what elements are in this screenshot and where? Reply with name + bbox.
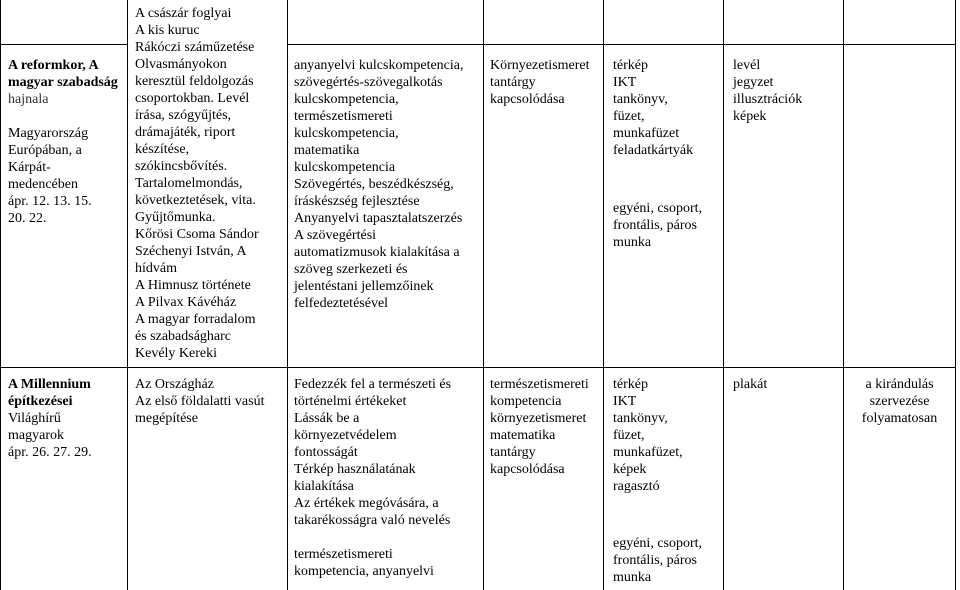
content-line: Kevély Kereki (135, 346, 218, 361)
topic-text: Kárpát- (8, 160, 51, 175)
topic-title: építkezései (8, 394, 73, 409)
content-line: keresztül feldolgozás (135, 74, 254, 89)
table-border-left (0, 0, 1, 590)
tool-line: IKT (613, 394, 637, 409)
competency-line: kialakítása (294, 479, 354, 494)
column-divider (127, 0, 128, 590)
content-line: következtetések, vita. (135, 193, 256, 208)
tool-line: füzet, (613, 109, 645, 124)
competency-line (294, 529, 482, 546)
topic-text (8, 108, 124, 125)
content-line: A Himnusz története (135, 278, 251, 293)
topic-text: Világhírű (8, 411, 61, 426)
work-form-line: frontális, páros (613, 218, 697, 233)
tool-line: képek (613, 462, 647, 477)
connection-line: Környezetismeret (490, 58, 590, 73)
tool-line: IKT (613, 75, 637, 90)
table-row-1-connections (490, 57, 602, 108)
table-row-2-products (733, 376, 841, 393)
topic-title: A Millennium (8, 377, 91, 392)
connection-line: tantárgy (490, 75, 536, 90)
topic-date: ápr. 12. 13. 15. (8, 194, 92, 209)
topic-date: ápr. 26. 27. 29. (8, 445, 92, 460)
content-line: Olvasmányokon (135, 57, 227, 72)
table-row-1-products (733, 57, 841, 125)
content-line: Az Országház (135, 377, 214, 392)
competency-line: anyanyelvi kulcskompetencia, (294, 58, 464, 73)
tool-line: tankönyv, (613, 92, 668, 107)
content-line: szókincsbővítés. (135, 159, 228, 174)
content-line: Széchenyi István, A (135, 244, 247, 259)
content-line: A császár foglyai (135, 6, 232, 21)
competency-line: kulcskompetencia, (294, 92, 399, 107)
tool-line: feladatkártyák (613, 143, 694, 158)
competency-line: Anyanyelvi tapasztalatszerzés (294, 211, 463, 226)
competency-line: kompetencia, anyanyelvi (294, 564, 434, 579)
content-line: Rákóczi száműzetése (135, 40, 255, 55)
topic-title: A reformkor, A (8, 58, 99, 73)
competency-line: takarékosságra való nevelés (294, 513, 451, 528)
topic-title: hajnala (8, 92, 49, 107)
content-line: Gyűjtőmunka. (135, 210, 216, 225)
competency-line: íráskészség fejlesztése (294, 194, 420, 209)
connection-line: kapcsolódása (490, 462, 565, 477)
column-divider (483, 0, 484, 590)
tool-line: ragasztó (613, 479, 660, 494)
content-line: és szabadságharc (135, 329, 232, 344)
content-line: drámajáték, riport (135, 125, 236, 140)
competency-line: természetismereti (294, 109, 393, 124)
connection-line: természetismereti (490, 377, 589, 392)
tool-line: munkafüzet, (613, 445, 683, 460)
content-line: Kőrösi Csoma Sándor (135, 227, 259, 242)
content-line: A kis kuruc (135, 23, 200, 38)
competency-line: A szövegértési (294, 228, 377, 243)
tool-line: tankönyv, (613, 411, 668, 426)
work-form-line: frontális, páros (613, 553, 697, 568)
topic-text: medencében (8, 177, 78, 192)
content-line: A magyar forradalom (135, 312, 256, 327)
product-line: levél (733, 58, 761, 73)
work-form-line: munka (613, 570, 652, 585)
competency-line: Szövegértés, beszédkészség, (294, 177, 454, 192)
work-form-line: egyéni, csoport, (613, 201, 703, 216)
column-divider (723, 0, 724, 590)
competency-line: felfedeztetésével (294, 296, 389, 311)
topic-title: magyar szabadság (8, 75, 118, 90)
table-row-1-work-forms (613, 200, 721, 251)
topic-text: magyarok (8, 428, 64, 443)
table-row-2-notes (844, 376, 955, 427)
table-row-2-topic (8, 376, 124, 461)
competency-line: Lássák be a (294, 411, 360, 426)
connection-line: tantárgy (490, 445, 536, 460)
column-divider (843, 0, 844, 590)
column-divider (603, 0, 604, 590)
work-form-line: munka (613, 235, 652, 250)
content-line: Az első földalatti vasút (135, 394, 265, 409)
competency-line: fontosságát (294, 445, 358, 460)
table-row-2-tools (613, 376, 717, 495)
competency-line: matematika (294, 143, 360, 158)
topic-text: Magyarország (8, 126, 89, 141)
competency-line: szöveg szerkezeti és (294, 262, 408, 277)
connection-line: kompetencia (490, 394, 562, 409)
competency-line: történelmi értékeket (294, 394, 407, 409)
table-row-1-competencies (294, 57, 482, 312)
competency-line: Fedezzék fel a természeti és (294, 377, 452, 392)
content-line: hídvám (135, 261, 177, 276)
competency-line: szövegértés-szövegalkotás (294, 75, 443, 90)
product-line: jegyzet (733, 75, 774, 90)
content-line: írása, szógyűjtés, (135, 108, 232, 123)
content-line: A Pilvax Kávéház (135, 295, 237, 310)
topic-text: Európában, a (8, 143, 82, 158)
table-row-2-content (135, 376, 285, 427)
content-line: csoportokban. Levél (135, 91, 250, 106)
content-line: Tartalomelmondás, (135, 176, 243, 191)
competency-line: természetismereti (294, 547, 393, 562)
tool-line: térkép (613, 58, 648, 73)
competency-line: jelentéstani jellemzőinek (294, 279, 434, 294)
table-row-1-tools (613, 57, 717, 159)
connection-line: kapcsolódása (490, 92, 565, 107)
tool-line: munkafüzet (613, 126, 680, 141)
column-divider (287, 0, 288, 590)
table-row-1-topic (8, 57, 124, 227)
table-row-2-competencies (294, 376, 482, 580)
competency-line: kulcskompetencia, (294, 126, 399, 141)
tool-line: térkép (613, 377, 648, 392)
competency-line: Az értékek megóvására, a (294, 496, 439, 511)
content-line: készítése, (135, 142, 190, 157)
topic-date: 20. 22. (8, 211, 47, 226)
table-row-2-work-forms (613, 535, 721, 586)
content-line: megépítése (135, 411, 198, 426)
table-row-1-content (135, 5, 285, 362)
product-line: képek (733, 109, 767, 124)
competency-line: Térkép használatának (294, 462, 416, 477)
note-line: a kirándulás (865, 377, 934, 392)
work-form-line: egyéni, csoport, (613, 536, 703, 551)
product-line: plakát (733, 377, 768, 392)
row-divider (0, 44, 127, 45)
competency-line: automatizmusok kialakítása a (294, 245, 460, 260)
table-border-right (955, 0, 956, 590)
note-line: szervezése (869, 394, 930, 409)
tool-line: füzet, (613, 428, 645, 443)
row-divider (0, 367, 956, 368)
competency-line: kulcskompetencia (294, 160, 396, 175)
note-line: folyamatosan (861, 411, 938, 426)
competency-line: környezetvédelem (294, 428, 397, 443)
table-row-2-connections (490, 376, 602, 478)
connection-line: környezetismeret (490, 411, 587, 426)
product-line: illusztrációk (733, 92, 803, 107)
connection-line: matematika (490, 428, 556, 443)
row-divider (287, 44, 956, 45)
